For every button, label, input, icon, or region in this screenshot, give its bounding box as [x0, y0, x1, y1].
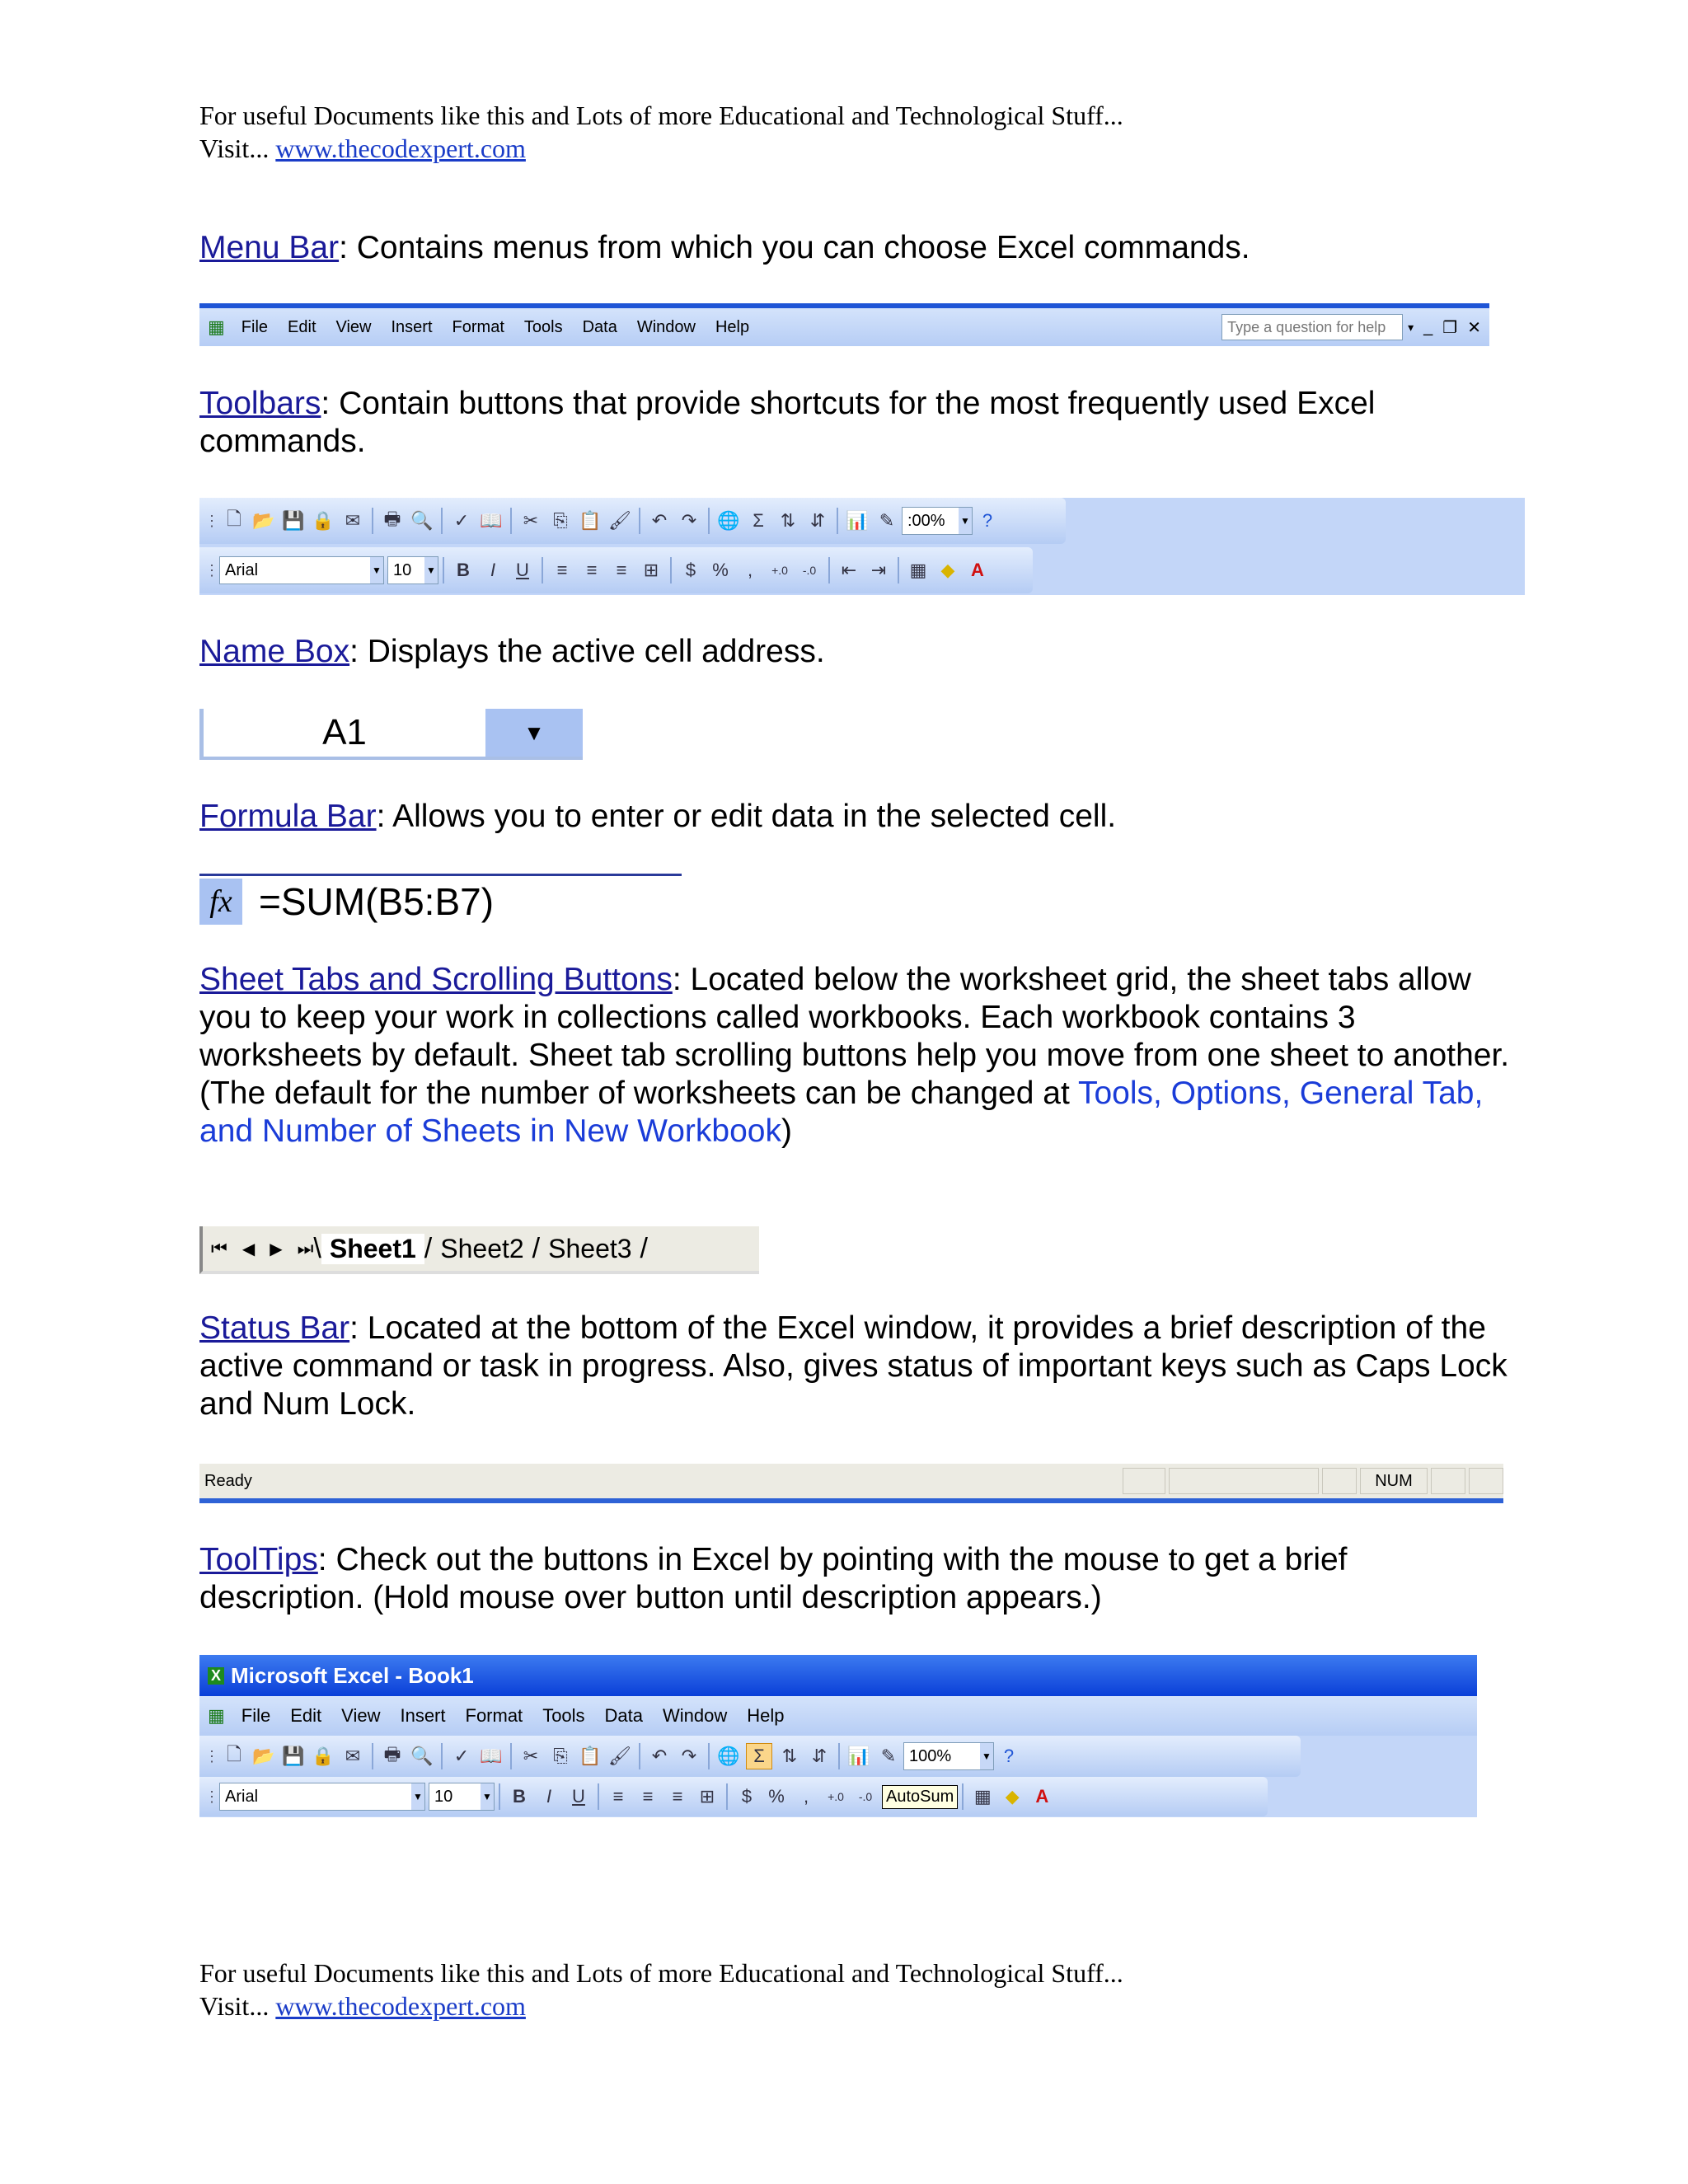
- status-ready: Ready: [204, 1471, 252, 1490]
- window-standard-toolbar: [199, 1736, 1301, 1777]
- menu-item[interactable]: Window: [663, 1705, 728, 1726]
- menu-bar-desc: : Contains menus from which you can choose Excel commands.: [339, 230, 1250, 265]
- italic-icon[interactable]: I: [546, 1786, 552, 1807]
- menu-item[interactable]: View: [341, 1705, 381, 1726]
- drawing-icon[interactable]: ✎: [880, 1746, 897, 1766]
- standard-toolbar: [199, 498, 1066, 544]
- fill-color-icon[interactable]: ◆: [1005, 1786, 1020, 1807]
- menu-item[interactable]: Insert: [400, 1705, 446, 1726]
- help-question-input[interactable]: [1221, 314, 1403, 340]
- borders-icon[interactable]: ▦: [973, 1786, 992, 1807]
- formula-bar-desc: : Allows you to enter or edit data in the selected cell.: [376, 799, 1117, 834]
- borders-icon[interactable]: ▦: [909, 560, 927, 580]
- undo-icon[interactable]: ↶: [651, 1746, 668, 1766]
- name-box-section: [199, 633, 1518, 671]
- email-icon[interactable]: ✉: [345, 1746, 361, 1766]
- research-icon[interactable]: 📖: [480, 1746, 503, 1766]
- font-size-value: 10: [434, 1787, 453, 1806]
- merge-center-icon[interactable]: ⊞: [643, 560, 659, 580]
- menu-item[interactable]: Help: [747, 1705, 785, 1726]
- align-center-icon[interactable]: ≡: [586, 560, 598, 580]
- sheet-tabs-desc: : Located below the worksheet grid, the sheet tabs allow you to keep your work in collections called workbooks. Each workbook contains 3 worksheets by default. Sheet tab scrolling buttons help you move from one sheet to another. (The default for the number of worksheets can be changed at: [199, 962, 1510, 1111]
- print-icon[interactable]: 🖶: [383, 1744, 401, 1765]
- permission-icon[interactable]: 🔒: [312, 510, 335, 531]
- autosum-icon[interactable]: Σ: [746, 1743, 772, 1769]
- status-bar-screenshot: [199, 1464, 1503, 1503]
- toolbars-term[interactable]: Toolbars: [199, 386, 321, 421]
- font-value: Arial: [225, 560, 259, 579]
- spelling-icon[interactable]: ✓: [453, 510, 470, 531]
- header-visit-line: [199, 132, 1123, 165]
- formula-bar-section: [199, 798, 1518, 836]
- print-icon[interactable]: 🖶: [383, 509, 401, 529]
- sheet-tab[interactable]: Sheet1: [321, 1234, 424, 1264]
- autosum-tooltip: AutoSum: [882, 1785, 958, 1809]
- status-bar-term[interactable]: Status Bar: [199, 1310, 350, 1346]
- hyperlink-icon[interactable]: 🌐: [717, 510, 740, 531]
- undo-icon[interactable]: ↶: [651, 510, 668, 531]
- status-bar-section: [199, 1310, 1518, 1423]
- toolbars-desc: : Contain buttons that provide shortcuts for the most frequently used Excel commands.: [199, 386, 1376, 459]
- decrease-decimal-icon[interactable]: -.0: [802, 564, 817, 577]
- excel-doc-icon: ▦: [208, 1705, 225, 1726]
- menu-item[interactable]: Edit: [288, 317, 316, 336]
- zoom-value: 100%: [909, 1746, 952, 1765]
- merge-center-icon[interactable]: ⊞: [699, 1786, 715, 1807]
- currency-icon[interactable]: $: [685, 560, 696, 580]
- paste-icon[interactable]: 📋: [579, 1746, 602, 1766]
- zoom-select[interactable]: [903, 1742, 994, 1770]
- new-icon[interactable]: 🗋: [227, 509, 241, 529]
- sort-descending-icon[interactable]: ⇵: [809, 510, 826, 531]
- menu-item[interactable]: File: [241, 317, 269, 336]
- underline-icon[interactable]: U: [572, 1786, 585, 1807]
- new-icon[interactable]: 🗋: [227, 1744, 241, 1765]
- excel-window-screenshot: [199, 1655, 1477, 1817]
- grip-icon: ⋮: [204, 1747, 219, 1765]
- percent-icon[interactable]: %: [712, 560, 729, 580]
- redo-icon[interactable]: ↷: [681, 510, 697, 531]
- align-center-icon[interactable]: ≡: [642, 1786, 654, 1807]
- decrease-decimal-icon[interactable]: -.0: [858, 1790, 873, 1803]
- menu-item[interactable]: View: [335, 317, 372, 336]
- minimize-icon[interactable]: _: [1423, 317, 1433, 336]
- formula-value[interactable]: =SUM(B5:B7): [259, 880, 495, 923]
- tooltips-term[interactable]: ToolTips: [199, 1542, 318, 1577]
- paste-icon[interactable]: 📋: [579, 510, 602, 531]
- sheet-tab[interactable]: Sheet3: [548, 1233, 632, 1263]
- cut-icon[interactable]: ✂: [523, 1746, 539, 1766]
- menu-item[interactable]: Insert: [391, 317, 433, 336]
- save-icon[interactable]: 💾: [282, 1746, 305, 1766]
- header-visit: Visit...: [199, 134, 270, 163]
- status-num: NUM: [1360, 1468, 1428, 1494]
- align-left-icon[interactable]: ≡: [612, 1786, 624, 1807]
- next-sheet-icon[interactable]: ▶: [270, 1240, 283, 1258]
- underline-icon[interactable]: U: [516, 560, 529, 580]
- header-link[interactable]: www.thecodexpert.com: [275, 134, 526, 163]
- comma-icon[interactable]: ,: [803, 1786, 809, 1807]
- menu-item[interactable]: Data: [582, 317, 617, 336]
- chart-wizard-icon[interactable]: 📊: [847, 1746, 870, 1766]
- chevron-down-icon: ▼: [411, 1783, 424, 1810]
- footer-line: For useful Documents like this and Lots of more Educational and Technological Stuff...: [199, 1958, 1123, 1988]
- menu-item[interactable]: Edit: [290, 1705, 322, 1726]
- prev-sheet-icon[interactable]: ◀: [241, 1240, 256, 1258]
- chevron-down-icon[interactable]: ▼: [485, 709, 583, 757]
- sort-ascending-icon[interactable]: ⇅: [780, 510, 796, 531]
- increase-decimal-icon[interactable]: +.0: [828, 1790, 844, 1803]
- formula-bar-screenshot: [199, 874, 682, 927]
- chevron-down-icon: ▼: [959, 508, 972, 534]
- cut-icon[interactable]: ✂: [523, 510, 539, 531]
- footer-link[interactable]: www.thecodexpert.com: [275, 1991, 526, 2021]
- grip-icon: ⋮: [204, 512, 219, 529]
- title-bar: [199, 1655, 1477, 1696]
- open-icon[interactable]: 📂: [252, 510, 275, 531]
- menu-item[interactable]: Data: [604, 1705, 644, 1726]
- chart-wizard-icon[interactable]: 📊: [846, 510, 869, 531]
- tooltips-desc: : Check out the buttons in Excel by pointing with the mouse to get a brief description. (Hold mouse over button until description appears.): [199, 1542, 1348, 1615]
- help-icon[interactable]: ?: [982, 510, 993, 531]
- autosum-icon[interactable]: Σ: [753, 510, 764, 531]
- footer-visit: Visit...: [199, 1991, 270, 2021]
- permission-icon[interactable]: 🔒: [312, 1746, 335, 1766]
- decrease-indent-icon[interactable]: ⇤: [841, 560, 857, 580]
- research-icon[interactable]: 📖: [480, 510, 503, 531]
- currency-icon[interactable]: $: [741, 1786, 753, 1807]
- close-icon[interactable]: ✕: [1467, 318, 1481, 337]
- zoom-value: :00%: [907, 511, 945, 530]
- menu-item[interactable]: Tools: [542, 1705, 585, 1726]
- help-icon[interactable]: ?: [1003, 1746, 1015, 1766]
- print-preview-icon[interactable]: 🔍: [410, 1746, 434, 1766]
- window-title: Microsoft Excel - Book1: [231, 1662, 474, 1688]
- menu-bar-screenshot: [199, 303, 1489, 346]
- footer-visit-line: [199, 1990, 1123, 2022]
- restore-icon[interactable]: ❐: [1442, 318, 1458, 337]
- menu-bar-term[interactable]: Menu Bar: [199, 230, 340, 265]
- header-text: [199, 99, 1123, 165]
- copy-icon[interactable]: ⎘: [553, 1746, 568, 1766]
- sheet-tabs-screenshot: ⏮ ◀ ▶ ⏭ \ Sheet1 / Sheet2 / Sheet3 /: [199, 1226, 759, 1274]
- font-value: Arial: [225, 1787, 259, 1806]
- spelling-icon[interactable]: ✓: [453, 1746, 470, 1766]
- first-sheet-icon[interactable]: ⏮: [211, 1238, 227, 1258]
- format-painter-icon[interactable]: 🖌: [608, 1746, 631, 1766]
- sort-descending-icon[interactable]: ⇵: [811, 1746, 828, 1766]
- increase-decimal-icon[interactable]: +.0: [771, 564, 788, 577]
- redo-icon[interactable]: ↷: [681, 1746, 697, 1766]
- footer-text: [199, 1957, 1123, 2022]
- align-right-icon[interactable]: ≡: [672, 1786, 683, 1807]
- bold-icon[interactable]: B: [513, 1786, 526, 1807]
- chevron-down-icon: ▼: [481, 1783, 494, 1810]
- menu-item[interactable]: Window: [636, 317, 696, 336]
- sheet-tab[interactable]: Sheet2: [440, 1233, 524, 1263]
- sheet-tabs-highlight: Tools, Options, General Tab, and Number of Sheets in New Workbook: [199, 1076, 1484, 1149]
- hyperlink-icon[interactable]: 🌐: [717, 1746, 740, 1766]
- sheet-tabs-section: [199, 961, 1518, 1151]
- menu-bar-section: [199, 229, 1518, 267]
- toolbars-section: [199, 385, 1518, 461]
- font-select[interactable]: [219, 1783, 425, 1811]
- excel-doc-icon: ▦: [208, 316, 225, 337]
- chevron-down-icon: ▼: [424, 557, 438, 583]
- italic-icon[interactable]: I: [490, 560, 496, 580]
- copy-icon[interactable]: ⎘: [553, 510, 568, 531]
- name-box-screenshot[interactable]: [199, 709, 583, 760]
- name-box-desc: : Displays the active cell address.: [349, 634, 825, 669]
- save-icon[interactable]: 💾: [282, 510, 305, 531]
- bold-icon[interactable]: B: [457, 560, 470, 580]
- zoom-select[interactable]: [902, 507, 973, 535]
- font-color-icon[interactable]: A: [971, 560, 984, 580]
- formatting-toolbar: [199, 547, 1033, 593]
- sort-ascending-icon[interactable]: ⇅: [781, 1746, 798, 1766]
- font-size-select[interactable]: [387, 556, 438, 584]
- open-icon[interactable]: 📂: [252, 1746, 275, 1766]
- fill-color-icon[interactable]: ◆: [940, 560, 955, 580]
- grip-icon: ⋮: [204, 1788, 219, 1805]
- format-painter-icon[interactable]: 🖌: [608, 510, 631, 531]
- tooltips-section: [199, 1541, 1518, 1617]
- toolbars-screenshot: [199, 498, 1525, 595]
- help-placeholder: Type a question for help: [1227, 318, 1386, 335]
- percent-icon[interactable]: %: [768, 1786, 785, 1807]
- drawing-icon[interactable]: ✎: [879, 510, 895, 531]
- print-preview-icon[interactable]: 🔍: [410, 510, 434, 531]
- menu-item[interactable]: Help: [715, 317, 750, 336]
- menu-item[interactable]: File: [241, 1705, 271, 1726]
- excel-icon: X: [208, 1667, 224, 1685]
- chevron-down-icon: ▼: [980, 1743, 993, 1769]
- menu-item[interactable]: Tools: [523, 317, 563, 336]
- window-formatting-toolbar: [199, 1777, 1268, 1816]
- increase-indent-icon[interactable]: ⇥: [870, 560, 887, 580]
- header-line: For useful Documents like this and Lots of more Educational and Technological Stuff...: [199, 101, 1123, 130]
- comma-icon[interactable]: ,: [747, 560, 753, 580]
- status-bar-desc: : Located at the bottom of the Excel window, it provides a brief description of the active command or task in progress. Also, gives status of important keys such as Caps Lock and Num Lock.: [199, 1310, 1507, 1422]
- font-size-select[interactable]: [429, 1783, 495, 1811]
- sheet-tabs-term[interactable]: Sheet Tabs and Scrolling Buttons: [199, 962, 673, 997]
- chevron-down-icon[interactable]: ▾: [1408, 320, 1414, 334]
- fx-icon[interactable]: fx: [199, 879, 242, 925]
- menu-item[interactable]: Format: [465, 1705, 523, 1726]
- grip-icon: ⋮: [204, 561, 219, 579]
- name-box-term[interactable]: Name Box: [199, 634, 350, 669]
- last-sheet-icon[interactable]: ⏭: [297, 1238, 314, 1258]
- sheet-tabs-close: ): [781, 1113, 792, 1149]
- align-left-icon[interactable]: ≡: [556, 560, 568, 580]
- window-menu-bar: [199, 1696, 1477, 1736]
- email-icon[interactable]: ✉: [345, 510, 361, 531]
- menu-item[interactable]: Format: [452, 317, 504, 336]
- chevron-down-icon: ▼: [370, 557, 383, 583]
- font-size-value: 10: [393, 560, 412, 579]
- name-box-value[interactable]: A1: [204, 709, 485, 757]
- formula-bar-term[interactable]: Formula Bar: [199, 799, 377, 834]
- font-color-icon[interactable]: A: [1035, 1786, 1049, 1807]
- align-right-icon[interactable]: ≡: [616, 560, 627, 580]
- font-select[interactable]: [219, 556, 384, 584]
